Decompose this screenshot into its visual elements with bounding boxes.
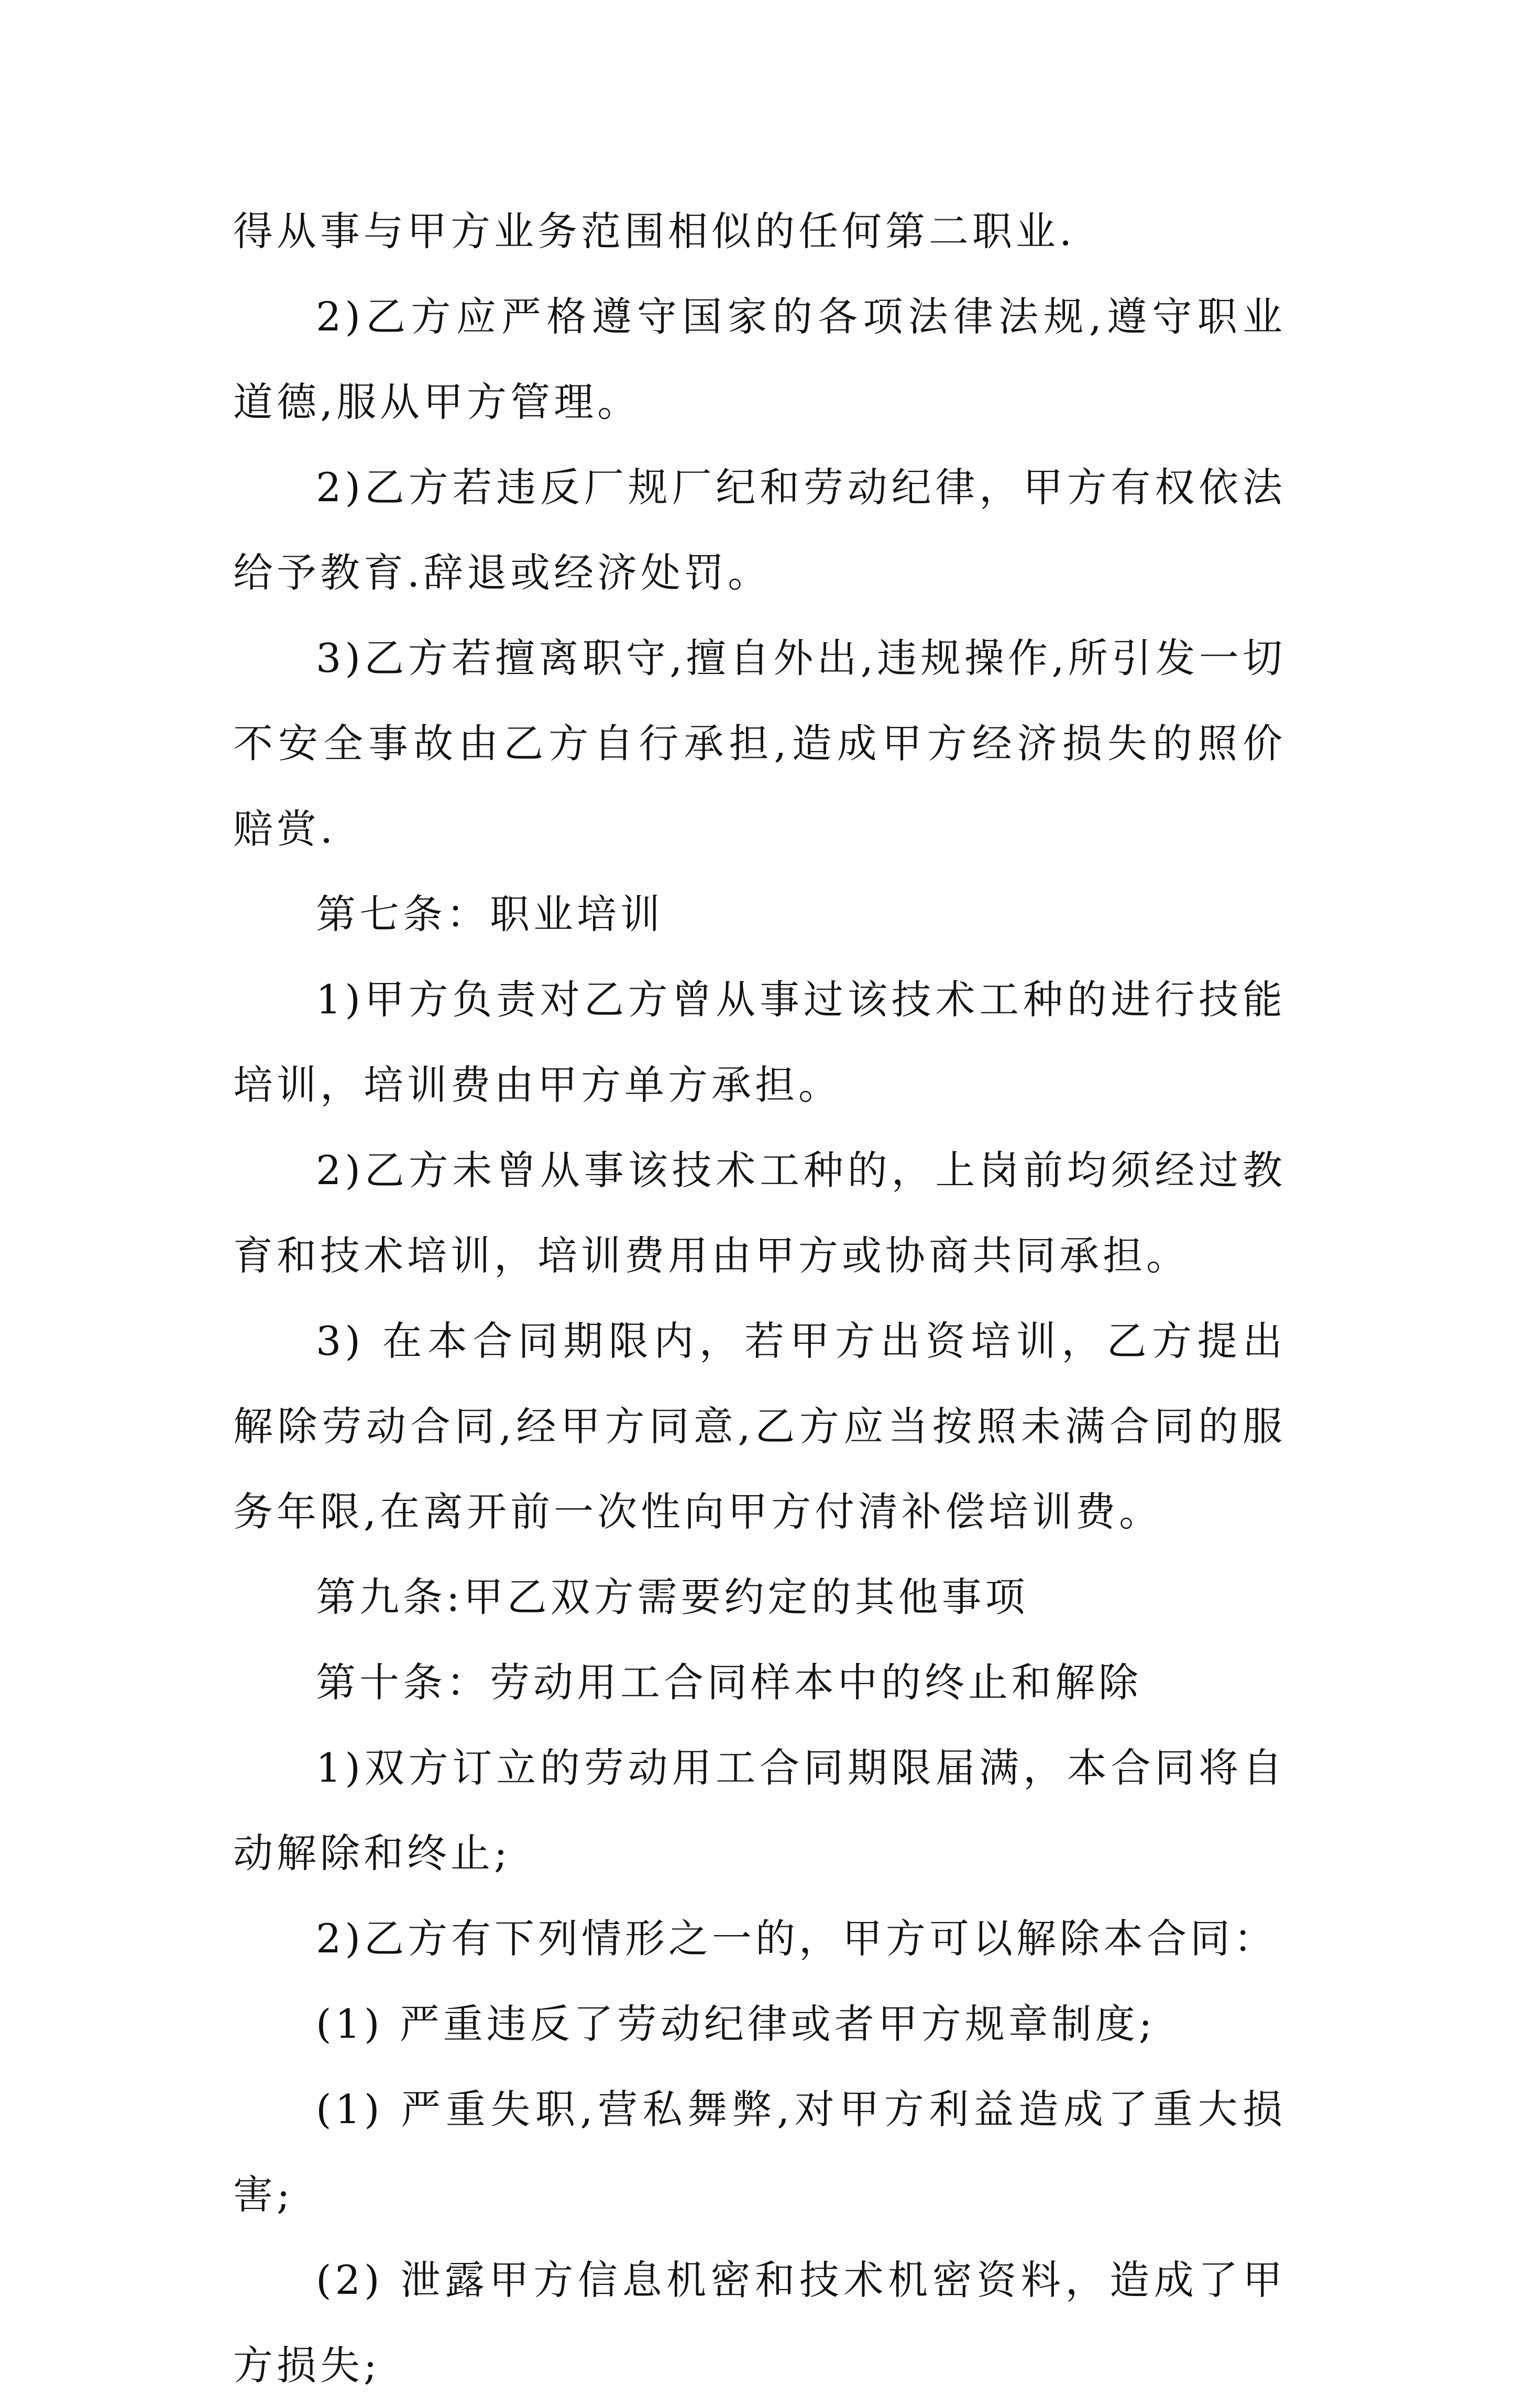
paragraph-7: 2)乙方未曾从事该技术工种的，上岗前均须经过教育和技术培训，培训费用由甲方或协商共同承担。: [233, 1147, 1286, 1279]
paragraph-4: 3)乙方若擅离职守,擅自外出,违规操作,所引发一切不安全事故由乙方自行承担,造成甲方经济损失的照价赔赏.: [233, 635, 1286, 852]
paragraph-13: (1) 严重违反了劳动纪律或者甲方规章制度;: [316, 2001, 1156, 2047]
section-heading-article-7: 第七条：职业培训: [316, 891, 664, 937]
paragraph-1: 得从事与甲方业务范围相似的任何第二职业.: [233, 208, 1076, 255]
paragraph-3: 2)乙方若违反厂规厂纪和劳动纪律，甲方有权依法给予教育.辞退或经济处罚。: [233, 464, 1286, 596]
paragraph-2: 2)乙方应严格遵守国家的各项法律法规,遵守职业道德,服从甲方管理。: [233, 293, 1286, 425]
paragraph-15: (2) 泄露甲方信息机密和技术机密资料，造成了甲方损失;: [233, 2257, 1286, 2389]
paragraph-14: (1) 严重失职,营私舞弊,对甲方利益造成了重大损害;: [233, 2086, 1286, 2218]
section-heading-article-10: 第十条：劳动用工合同样本中的终止和解除: [316, 1659, 1142, 1706]
paragraph-8: 3) 在本合同期限内，若甲方出资培训，乙方提出解除劳动合同,经甲方同意,乙方应当按照未满合同的服务年限,在离开前一次性向甲方付清补偿培训费。: [233, 1318, 1286, 1535]
paragraph-11: 1)双方订立的劳动用工合同期限届满，本合同将自动解除和终止;: [233, 1744, 1286, 1876]
paragraph-12: 2)乙方有下列情形之一的，甲方可以解除本合同：: [316, 1915, 1278, 1962]
section-heading-article-9: 第九条:甲乙双方需要约定的其他事项: [316, 1574, 1029, 1620]
document-body: [233, 189, 1286, 2408]
paragraph-6: 1)甲方负责对乙方曾从事过该技术工种的进行技能培训，培训费由甲方单方承担。: [233, 976, 1286, 1108]
